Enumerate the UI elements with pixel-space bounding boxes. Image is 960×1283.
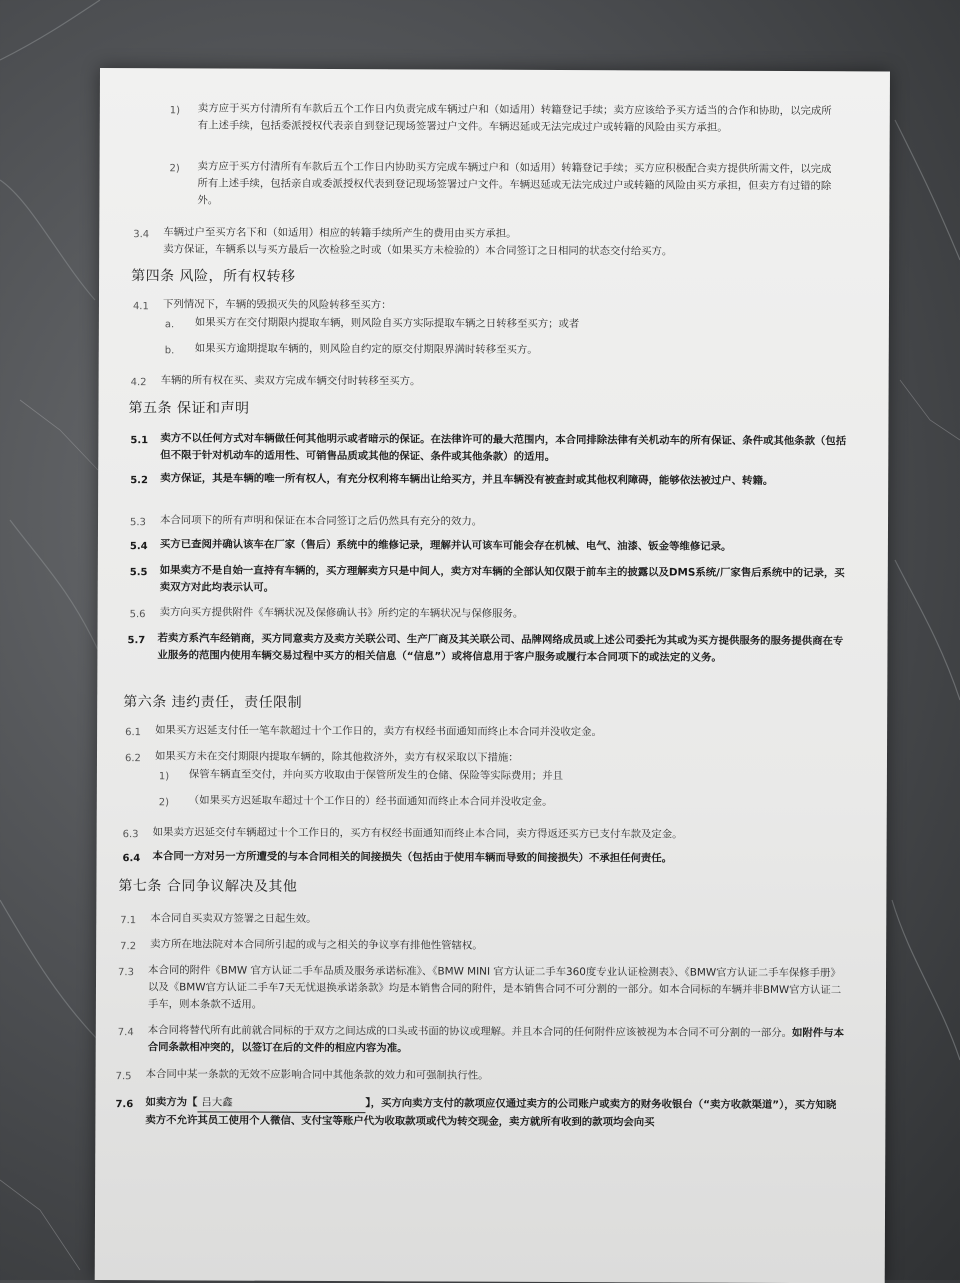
clause-7-6-text: 】，买方向卖方支付的款项应仅通过卖方的公司账户或卖方的财务收银台（“卖方收款渠道”），买方知晓卖方不允许其员工使用个人微信、支付宝等账户代为收取款项或代为转交现金，卖方就所有收到的款项均会向买 xyxy=(145,1097,837,1129)
clause-number: 5.7 xyxy=(127,635,146,647)
clause-7-6 xyxy=(145,1094,845,1132)
clause-number: 7.4 xyxy=(117,1027,134,1039)
clause-number: 7.5 xyxy=(115,1071,132,1083)
clause-6-2-1: 保管车辆直至交付，并向买方收取由于保管所发生的仓储、保险等实际费用；并且 xyxy=(188,768,564,783)
clause-7-3: 本合同的附件《BMW 官方认证二手车品质及服务承诺标准》、《BMW MINI 官方认证二手车360度专业认证检测表》、《BMW官方认证二手车保修手册》以及《BMW官方认证二手车7天无忧退换承诺条款》均是本销售合同的附件，是本销售合同不可分割的一部分。如本合同标的车辆并非BMW官方认证二手车，则本条款不适用。 xyxy=(147,964,842,1011)
seller-name-field: 吕大鑫 xyxy=(197,1094,365,1113)
clause-7-6-prefix: 如卖方为【 xyxy=(145,1096,198,1109)
clause-3-3-1: 卖方应于买方付清所有车款后五个工作日内负责完成车辆过户和（如适用）转籍登记手续；卖方应该给予买方适当的合作和协助，以完成所有上述手续，包括委派授权代表亲自到登记现场签署过户文件。车辆迟延或无法完成过户或转籍的风险由买方承担。 xyxy=(197,102,832,134)
clause-5-2: 卖方保证，其是车辆的唯一所有权人，有充分权利将车辆出让给买方，并且车辆没有被查封或其他权利障碍，能够依法被过户、转籍。 xyxy=(160,472,774,487)
clause-5-3: 本合同项下的所有声明和保证在本合同签订之后仍然具有充分的效力。 xyxy=(160,514,483,528)
clause-5-7: 若卖方系汽车经销商，买方同意卖方及卖方关联公司、生产厂商及其关联公司、品牌网络成员或上述公司委托为其或为买方提供服务的服务提供商在专业服务的范围内使用车辆交易过程中买方的相关信息（“信息”）或将信息用于客户服务或履行本合同项下的或法定的义务。 xyxy=(157,632,844,664)
clause-7-4 xyxy=(148,1022,848,1059)
item-number: 1) xyxy=(158,771,170,783)
clause-4-1-a: 如果买方在交付期限内提取车辆，则风险自买方实际提取车辆之日转移至买方；或者 xyxy=(194,316,580,331)
clause-number: 6.3 xyxy=(122,829,139,841)
item-letter: a. xyxy=(164,319,175,331)
clause-4-1-b: 如果买方逾期提取车辆的，则风险自约定的原交付期限界满时转移至买方。 xyxy=(194,342,538,356)
clause-number: 7.3 xyxy=(118,967,134,979)
article-6-heading: 第六条 违约责任，责任限制 xyxy=(123,694,303,711)
clause-5-5: 如果卖方不是自始一直持有车辆的，买方理解卖方只是中间人，卖方对车辆的全部认知仅限于前车主的披露以及DMS系统/厂家售后系统中的记录，买卖双方对此均表示认可。 xyxy=(159,564,845,594)
clause-4-2: 车辆的所有权在买、卖双方完成车辆交付时转移至买方。 xyxy=(160,374,421,388)
clause-6-3: 如果卖方迟延交付车辆超过十个工作日的，买方有权经书面通知而终止本合同，卖方得返还买方已支付车款及定金。 xyxy=(152,826,683,841)
clause-number: 5.4 xyxy=(129,541,148,553)
clause-6-2: 如果买方未在交付期限内提取车辆的，除其他救济外，卖方有权采取以下措施： xyxy=(154,750,519,764)
clause-number: 7.2 xyxy=(120,941,137,953)
clause-number: 5.6 xyxy=(129,609,146,621)
clause-number: 7.6 xyxy=(115,1099,134,1111)
clause-5-1: 卖方不以任何方式对车辆做任何其他明示或者暗示的保证。在法律许可的最大范围内，本合同排除法律有关机动车的所有保证、条件或其他条款（包括但不限于针对机动车的适用性、可销售品质或其他的保证、条件或其他条款）的适用。 xyxy=(160,432,847,463)
clause-4-1: 下列情况下，车辆的毁损灭失的风险转移至买方： xyxy=(162,298,392,312)
clause-number: 6.2 xyxy=(124,753,141,765)
clause-number: 4.1 xyxy=(132,301,149,313)
clause-5-6: 卖方向买方提供附件《车辆状况及保修确认书》所约定的车辆状况与保修服务。 xyxy=(159,606,524,620)
clause-number: 6.1 xyxy=(125,727,142,739)
clause-number: 4.2 xyxy=(130,377,147,389)
clause-7-4-bold: 如附件与本合同条款相冲突的，以签订在后的文件的相应内容为准。 xyxy=(147,1027,844,1055)
clause-7-1: 本合同自买卖双方签署之日起生效。 xyxy=(150,912,317,925)
item-number: 2) xyxy=(169,163,180,175)
clause-number: 5.3 xyxy=(129,517,146,529)
clause-6-2-2: （如果买方迟延取车超过十个工作日的）经书面通知而终止本合同并没收定金。 xyxy=(188,794,553,808)
clause-number: 5.1 xyxy=(130,435,149,447)
clause-6-1: 如果买方迟延支付任一笔车款超过十个工作日的，卖方有权经书面通知而终止本合同并没收定金。 xyxy=(155,724,602,739)
clause-number: 6.4 xyxy=(122,853,141,865)
clause-3-3-2: 卖方应于买方付清所有车款后五个工作日内协助买方完成车辆过户和（如适用）转籍登记手续；买方应积极配合卖方提供所需文件，以完成所有上述手续，包括亲自或委派授权代表到登记现场签署过户文件。车辆迟延或无法完成过户或转籍的风险由买方承担，但卖方有过错的除外。 xyxy=(197,160,832,207)
clause-number: 3.4 xyxy=(133,229,150,241)
clause-7-2: 卖方所在地法院对本合同所引起的或与之相关的争议享有排他性管辖权。 xyxy=(150,938,483,952)
contract-page xyxy=(95,68,890,1283)
item-letter: b. xyxy=(164,345,175,357)
article-5-heading: 第五条 保证和声明 xyxy=(128,400,250,417)
item-number: 2) xyxy=(158,797,170,809)
article-4-heading: 第四条 风险，所有权转移 xyxy=(131,268,296,285)
clause-3-4-a: 车辆过户至买方名下和（如适用）相应的转籍手续所产生的费用由买方承担。 xyxy=(163,226,517,240)
clause-7-5: 本合同中某一条款的无效不应影响合同中其他条款的效力和可强制执行性。 xyxy=(145,1068,489,1082)
clause-7-4-text: 本合同将替代所有此前就合同标的于双方之间达成的口头或书面的协议或理解。并且本合同的任何附件应该被视为本合同不可分割的一部分。 xyxy=(147,1024,793,1040)
clause-3-4-b: 卖方保证，车辆系以与买方最后一次检验之时或（如果买方未检验的）本合同签订之日相同的状态交付给买方。 xyxy=(163,243,673,258)
clause-number: 7.1 xyxy=(120,915,137,927)
clause-6-4: 本合同一方对另一方所遭受的与本合同相关的间接损失（包括由于使用车辆而导致的间接损失）不承担任何责任。 xyxy=(152,850,673,865)
item-number: 1) xyxy=(169,105,181,117)
clause-5-4: 买方已查阅并确认该车在厂家（售后）系统中的维修记录，理解并认可该车可能会存在机械、电气、油漆、钣金等维修记录。 xyxy=(159,538,732,553)
clause-number: 5.5 xyxy=(129,567,148,579)
clause-number: 5.2 xyxy=(130,475,148,487)
article-7-heading: 第七条 合同争议解决及其他 xyxy=(118,878,298,895)
